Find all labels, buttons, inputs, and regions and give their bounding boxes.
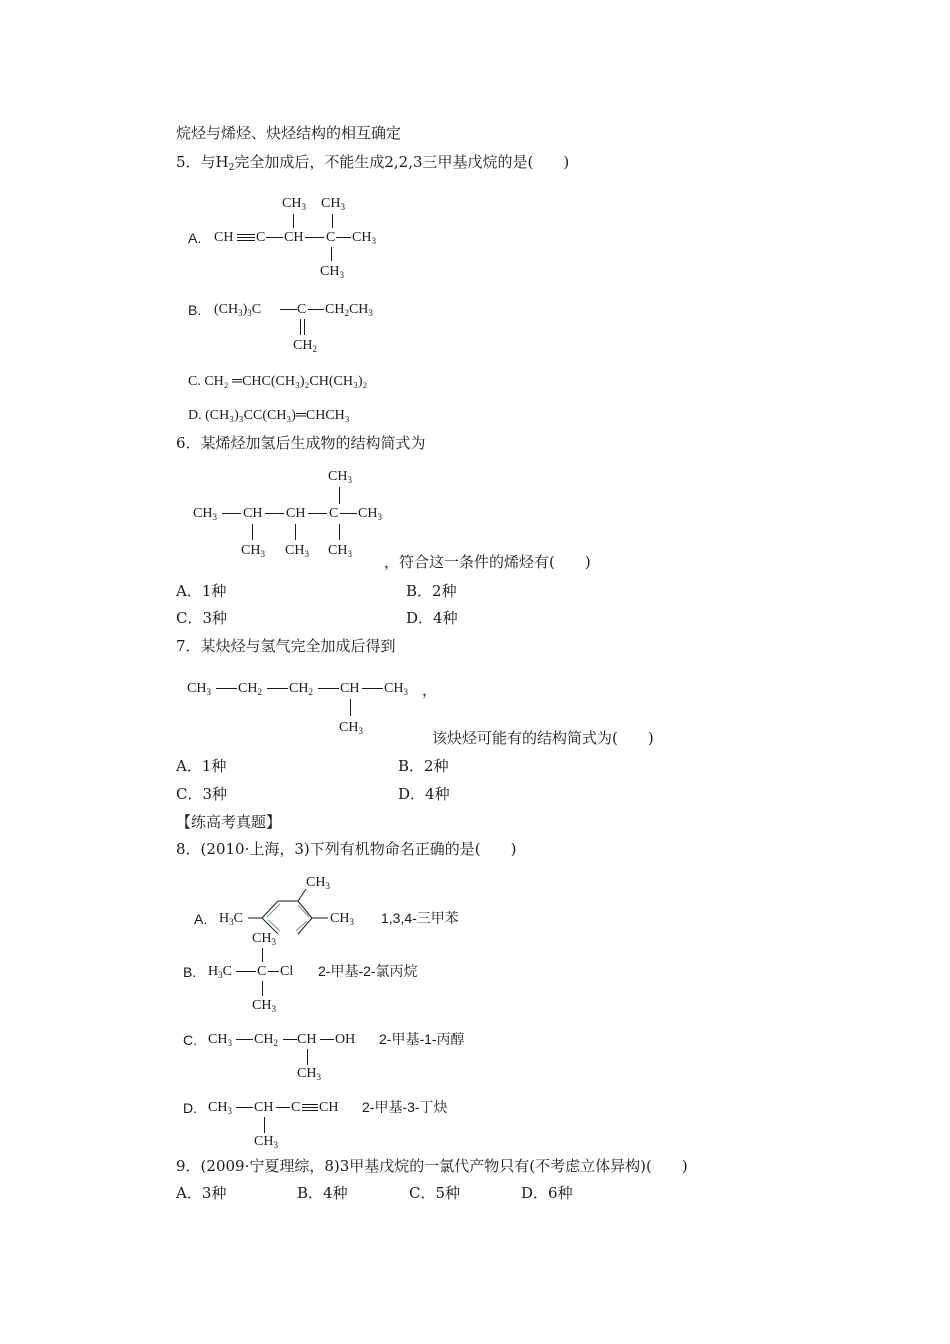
triple-bond [302, 1110, 318, 1111]
formula-fragment: $CH_3$ [241, 543, 265, 559]
formula-fragment: $CH_3$ [352, 230, 376, 246]
q7-option-b: B．2种 [398, 757, 449, 775]
formula-fragment: C [329, 506, 339, 521]
formula-fragment: $CH_3$ [285, 543, 309, 559]
formula-fragment: $CH_3$ [328, 469, 352, 485]
formula-fragment: C [256, 230, 266, 245]
formula-fragment: $CH_3$ [321, 196, 345, 212]
q8-option-d-name: 2-甲基-3-丁炔 [362, 1099, 448, 1115]
formula-fragment: $CH_3$ [306, 875, 330, 891]
formula-fragment: $CH_3$ [282, 196, 306, 212]
formula-fragment: CH [254, 1100, 274, 1115]
section-heading: 烷烃与烯烃、炔烃结构的相互确定 [176, 124, 402, 142]
q6-option-c: C．3种 [176, 609, 228, 627]
formula-fragment: $CH_2$ [254, 1032, 278, 1048]
bond-line [283, 1039, 297, 1040]
formula-fragment: $CH_3$ [254, 1134, 278, 1150]
formula-fragment: $CH_3$ [339, 720, 363, 736]
q6-option-b: B．2种 [406, 582, 457, 600]
q8-option-a-label: A. [194, 911, 208, 927]
triple-bond [302, 1104, 318, 1105]
q6-stem: 6．某烯烃加氢后生成物的结构简式为 [176, 434, 426, 452]
bond-line [307, 1049, 308, 1065]
formula-fragment: $CH_2CH_3$ [325, 302, 373, 318]
formula-fragment: $CH_3$ [208, 1100, 232, 1116]
q5-stem-part1: 5．与H [176, 153, 229, 171]
formula-fragment: $CH_3$ [208, 1032, 232, 1048]
bond-line [262, 981, 263, 996]
formula-fragment: $CH_3$ [328, 543, 352, 559]
formula-fragment: CH [243, 506, 263, 521]
q5-option-d: D. (CH₃)₃CC(CH₃)═CHCH₃ [188, 408, 350, 423]
q7-option-d: D．4种 [398, 785, 450, 803]
bond-line [262, 948, 263, 962]
q7-option-c: C．3种 [176, 785, 228, 803]
formula-fragment: C [297, 302, 307, 317]
formula-fragment: C [257, 964, 267, 979]
q8-option-d-label: D. [183, 1100, 197, 1116]
formula-fragment: $CH_2$ [293, 338, 317, 354]
q7-tail: 该炔烃可能有的结构简式为( ) [432, 729, 654, 747]
formula-fragment: CH [284, 230, 304, 245]
formula-fragment: $CH_3$ [187, 681, 211, 697]
formula-fragment: $CH_3$ [384, 681, 408, 697]
q5-stem-subscript: 2 [228, 163, 235, 173]
q8-option-b-label: B. [183, 964, 197, 980]
formula-fragment: $CH_3$ [193, 506, 217, 522]
q5-stem-part2: 完全加成后，不能生成2,2,3三甲基戊烷的是( ) [234, 153, 570, 171]
bond-line [236, 1107, 253, 1108]
q5-option-c: C. CH₂ ═CHC(CH₃)₂CH(CH₃)₂ [188, 374, 368, 389]
bond-line [276, 1107, 290, 1108]
q7-stem: 7．某炔烃与氢气完全加成后得到 [176, 637, 396, 655]
formula-fragment: Cl [280, 964, 294, 979]
q7-option-a: A．1种 [176, 757, 227, 775]
formula-fragment: OH [335, 1032, 356, 1047]
q8-option-c-label: C. [183, 1032, 197, 1048]
q8-option-b-name: 2-甲基-2-氯丙烷 [318, 963, 418, 979]
formula-fragment: $(CH_3)_3C$ [214, 302, 262, 318]
triple-bond [302, 1107, 318, 1108]
q7-comma: ， [422, 681, 438, 699]
formula-fragment: $CH_3$ [358, 506, 382, 522]
q9-option-c: C．5种 [409, 1184, 461, 1202]
formula-fragment: $CH_3$ [252, 998, 276, 1014]
bond-line [320, 1039, 334, 1040]
q9-option-d: D．6种 [521, 1184, 573, 1202]
formula-fragment: C [291, 1100, 301, 1115]
q9-option-b: B．4种 [297, 1184, 348, 1202]
formula-fragment: $CH_3$ [320, 264, 344, 280]
q8-stem: 8．(2010·上海，3)下列有机物命名正确的是( ) [176, 840, 517, 858]
q9-stem: 9．(2009·宁夏理综，8)3甲基戊烷的一氯代产物只有(不考虑立体异构)( ) [176, 1157, 688, 1175]
formula-fragment: CH [297, 1032, 317, 1047]
q5-option-b-label: B. [188, 302, 202, 318]
formula-fragment: CH [214, 230, 234, 245]
formula-fragment: CH [286, 506, 306, 521]
q8-option-c-name: 2-甲基-1-丙醇 [379, 1031, 465, 1047]
q6-option-a: A．1种 [176, 582, 227, 600]
bond-line [264, 1117, 265, 1133]
formula-fragment: CH [340, 681, 360, 696]
bond-line [236, 1039, 253, 1040]
formula-fragment: $CH_2$ [238, 681, 262, 697]
formula-fragment: $CH_3$ [252, 931, 276, 947]
formula-fragment: $CH_3$ [297, 1066, 321, 1082]
q8-option-a-name: 1,3,4-三甲苯 [381, 910, 459, 926]
formula-fragment: $H_3C$ [219, 911, 243, 927]
q6-option-d: D．4种 [406, 609, 458, 627]
formula-fragment: $CH_3$ [330, 911, 354, 927]
q5-option-a-label: A. [188, 230, 202, 246]
q9-option-a: A．3种 [176, 1184, 227, 1202]
bond-line [268, 971, 279, 972]
bond-line [236, 971, 256, 972]
q6-tail: ，符合这一条件的烯烃有( ) [384, 553, 591, 571]
formula-fragment: CH [319, 1100, 339, 1115]
formula-fragment: $H_3C$ [208, 964, 232, 980]
formula-fragment: C [326, 230, 336, 245]
practice-heading: 【练高考真题】 [176, 813, 282, 831]
formula-fragment: $CH_2$ [289, 681, 313, 697]
